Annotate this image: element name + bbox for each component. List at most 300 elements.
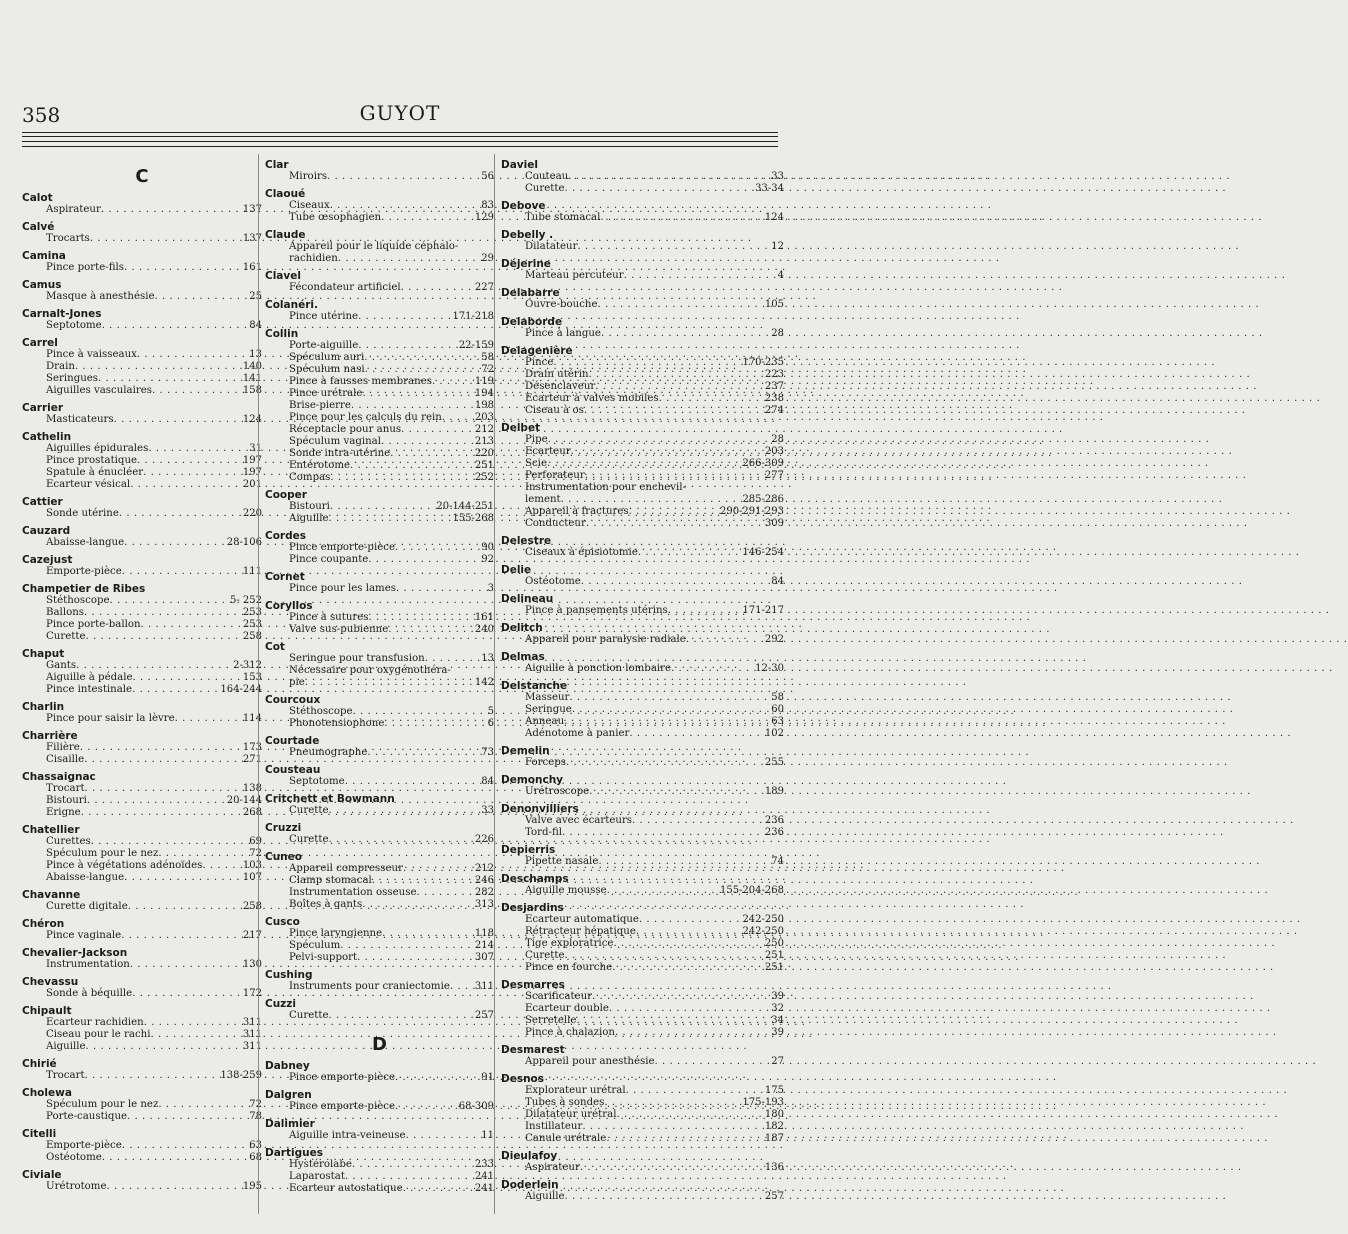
index-entry [265, 1147, 494, 1195]
dot-leader [364, 352, 479, 364]
instrument-name: Bistouri [46, 795, 87, 806]
index-entry [22, 279, 262, 303]
page-reference: 33-34 [755, 183, 784, 194]
dot-leader [132, 988, 241, 1000]
dot-leader [395, 1072, 479, 1084]
page-reference: 13 [249, 349, 262, 360]
index-item [501, 470, 784, 482]
index-item [265, 501, 494, 513]
inventor-name: Claoué [265, 188, 306, 200]
dot-leader [403, 1183, 473, 1195]
dot-leader [144, 1017, 241, 1029]
page-reference: 197 [242, 455, 262, 466]
dot-leader [358, 340, 457, 352]
dot-leader [328, 834, 472, 846]
index-entry [501, 422, 784, 530]
dot-leader [85, 783, 241, 795]
inventor-name: Critchett et Bowmann [265, 793, 395, 805]
dot-leader [629, 728, 763, 740]
instrument-name: Pince [525, 357, 554, 368]
dot-leader [340, 940, 473, 952]
page-reference: 72 [481, 364, 494, 375]
index-item [501, 663, 784, 675]
index-entry [501, 745, 784, 769]
inventor-name: Chevassu [22, 976, 79, 988]
instrument-name: Septotome [46, 320, 102, 331]
dot-leader [401, 282, 473, 294]
dot-leader [395, 1101, 457, 1113]
index-item [22, 1070, 262, 1082]
instrument-name: Masseur [525, 692, 570, 703]
dot-leader [561, 494, 741, 506]
index-entry [501, 535, 784, 559]
index-item [22, 988, 262, 1000]
index-item [265, 747, 494, 759]
page-reference: 155-204-268 [719, 885, 784, 896]
inventor-name: Debove [501, 200, 546, 212]
dot-leader [328, 1010, 472, 1022]
index-item [265, 352, 494, 364]
page-reference: 138 [242, 783, 262, 794]
dot-leader [401, 424, 473, 436]
page-reference: 175 [764, 1085, 784, 1096]
inventor-name: Carrier [22, 402, 64, 414]
index-item [265, 1072, 494, 1084]
instrument-name: Ecarteur rachidien [46, 1017, 144, 1028]
index-item [22, 1111, 262, 1123]
page-reference: 140 [242, 361, 262, 372]
index-column-1 [22, 154, 262, 1214]
index-item [265, 718, 494, 730]
index-item [265, 542, 494, 554]
page-reference: 311 [474, 981, 494, 992]
index-item [501, 634, 784, 646]
index-item [501, 991, 784, 1003]
dot-leader [601, 328, 769, 340]
instrument-name: Hystérolabe [289, 1159, 352, 1170]
page-reference: 194 [474, 388, 494, 399]
index-item [501, 1003, 784, 1015]
header-rule [22, 136, 778, 137]
inventor-name: Chevalier-Jackson [22, 947, 128, 959]
dot-leader [636, 926, 741, 938]
index-entry [265, 916, 494, 964]
index-entry [22, 918, 262, 942]
page-reference: 292 [764, 634, 784, 645]
page-reference: 58 [481, 352, 494, 363]
instrument-name: Ecarteur double [525, 1003, 609, 1014]
index-entry [22, 496, 262, 520]
index-column-3 [494, 154, 784, 1214]
header-rule [22, 146, 778, 147]
index-entry [265, 571, 494, 595]
index-item [501, 458, 784, 470]
instrument-name: Aiguille intra-veineuse [289, 1130, 406, 1141]
index-entry [265, 822, 494, 846]
page-reference: 220 [242, 508, 262, 519]
inventor-name: Claude [265, 229, 306, 241]
dot-leader [85, 1070, 219, 1082]
instrument-name: Réceptacle pour anus [289, 424, 402, 435]
index-item [501, 434, 784, 446]
dot-leader [130, 959, 241, 971]
inventor-name: Cousteau [265, 764, 321, 776]
page-reference: 3 [487, 583, 494, 594]
index-entry [501, 287, 784, 311]
inventor-name: Civiale [22, 1169, 62, 1181]
index-item [22, 291, 262, 303]
index-entry [22, 583, 262, 643]
index-item [501, 328, 784, 340]
page-reference: 172 [242, 988, 262, 999]
instrument-name: Aiguille à pédale [46, 672, 133, 683]
index-entry [501, 229, 784, 253]
instrument-name: Clamp stomacal [289, 875, 372, 886]
inventor-name: Cuneo [265, 851, 302, 863]
instrument-name: Laparostat [289, 1171, 345, 1182]
page-reference: 138-259 [220, 1070, 262, 1081]
dot-leader [613, 938, 762, 950]
page-reference: 203 [474, 412, 494, 423]
dot-leader [362, 899, 473, 911]
instrument-name: Curette [525, 183, 565, 194]
instrument-name: Urétroscope [525, 786, 590, 797]
instrument-name: Spatule à énucléer [46, 467, 144, 478]
instrument-name: Instruments pour craniectomie [289, 981, 450, 992]
inventor-name: Carrel [22, 337, 58, 349]
index-entry [22, 889, 262, 913]
page-reference: 155-268 [452, 513, 494, 524]
dot-leader [328, 805, 479, 817]
index-item [501, 518, 784, 530]
index-item [265, 412, 494, 424]
dot-leader [107, 1181, 241, 1193]
page-reference: 118 [474, 928, 494, 939]
dot-leader [432, 376, 473, 388]
index-item [22, 901, 262, 913]
index-item [22, 508, 262, 520]
index-item [22, 872, 262, 884]
page-reference: 253 [242, 607, 262, 618]
inventor-name: Delagenière [501, 345, 573, 357]
page-reference: 119 [474, 376, 494, 387]
dot-leader [102, 1152, 248, 1164]
index-item [501, 393, 784, 405]
instrument-name: Pince en fourche [525, 962, 613, 973]
page-reference: 29 [481, 253, 494, 264]
instrument-name: Ecarteur [525, 446, 571, 457]
index-item [501, 692, 784, 704]
instrument-name: Pince pour les calculs du rein [289, 412, 442, 423]
instrument-name: Trocarts [46, 233, 90, 244]
instrument-name: Masticateurs [46, 414, 114, 425]
inventor-name: Calvé [22, 221, 55, 233]
instrument-name: Curette [525, 950, 565, 961]
dot-leader [345, 1171, 473, 1183]
instrument-name: Pince laryngienne [289, 928, 383, 939]
dot-leader [582, 1121, 763, 1133]
index-item [501, 1109, 784, 1121]
instrument-name: Instrumentation osseuse [289, 887, 417, 898]
dot-leader [639, 914, 740, 926]
inventor-name: Delestre [501, 535, 552, 547]
inventor-name: Deschamps [501, 873, 569, 885]
dot-leader [604, 1097, 740, 1109]
dot-leader [81, 807, 241, 819]
page-reference: 20-144-251 [436, 501, 494, 512]
page-reference: 258 [242, 631, 262, 642]
index-item [265, 400, 494, 412]
index-entry [22, 308, 262, 332]
index-entry [22, 554, 262, 578]
page-reference: 31 [249, 443, 262, 454]
dot-leader [132, 684, 218, 696]
page-reference: 241 [474, 1183, 494, 1194]
dot-leader [102, 320, 248, 332]
page-reference: 237 [764, 381, 784, 392]
page-reference: 203 [764, 446, 784, 457]
inventor-name: Daviel [501, 159, 538, 171]
index-item [22, 631, 262, 643]
instrument-name: Anneau [525, 716, 565, 727]
dot-leader [396, 583, 486, 595]
index-entry [22, 525, 262, 549]
instrument-name: Forceps [525, 757, 566, 768]
page-reference: 84 [249, 320, 262, 331]
instrument-name: Pince porte-ballon [46, 619, 141, 630]
inventor-name: Chatellier [22, 824, 80, 836]
instrument-name: Pelvi-support [289, 952, 358, 963]
dot-leader [598, 299, 763, 311]
inventor-name: Calot [22, 192, 53, 204]
inventor-name: Cot [265, 641, 285, 653]
inventor-name: Citelli [22, 1128, 57, 1140]
dot-leader [571, 446, 763, 458]
instrument-name: Scarificateur [525, 991, 593, 1002]
page-reference: 2-312 [233, 660, 262, 671]
index-item [22, 1181, 262, 1193]
page-reference: 236 [764, 827, 784, 838]
inventor-name: Cusco [265, 916, 300, 928]
inventor-name: Delie [501, 564, 532, 576]
index-entry [501, 1150, 784, 1174]
dot-leader [351, 400, 473, 412]
instrument-name: Perforateur [525, 470, 585, 481]
index-item [501, 241, 784, 253]
page-reference: 266-309 [742, 458, 784, 469]
page-reference: 311 [242, 1029, 262, 1040]
page-reference: 274 [764, 405, 784, 416]
inventor-name: Cathelin [22, 431, 72, 443]
page-reference: 212 [474, 863, 494, 874]
dot-leader [122, 1140, 248, 1152]
index-item [265, 282, 494, 294]
index-item [501, 171, 784, 183]
index-item [265, 1130, 494, 1142]
index-item [265, 241, 494, 253]
index-item [265, 424, 494, 436]
page-reference: 240 [474, 624, 494, 635]
instrument-name: Abaisse-langue [46, 537, 125, 548]
page-reference: 69 [249, 836, 262, 847]
instrument-name: lement [525, 494, 561, 505]
instrument-name: Ciseau pour le rachi [46, 1029, 151, 1040]
index-item [501, 827, 784, 839]
page-reference: 111 [242, 566, 262, 577]
page-reference: 311 [242, 1041, 262, 1052]
dot-leader [137, 349, 247, 361]
inventor-name: Dartigues [265, 1147, 323, 1159]
instrument-name: Porte-aiguille [289, 340, 359, 351]
page-reference: 251 [764, 962, 784, 973]
index-item [501, 786, 784, 798]
page-reference: 137 [242, 204, 262, 215]
index-item [265, 653, 494, 665]
instrument-name: Appareil à fractures [525, 506, 629, 517]
instrument-name: Compas [289, 472, 331, 483]
inventor-name: Collin [265, 328, 299, 340]
page-reference: 90 [481, 542, 494, 553]
instrument-name: Tige exploratrice [525, 938, 614, 949]
index-item [265, 863, 494, 875]
instrument-name: Cisaille [46, 754, 85, 765]
dot-leader [585, 470, 763, 482]
instrument-name: Bistouri [289, 501, 330, 512]
inventor-name: Colanéri. [265, 299, 318, 311]
page-reference: 252 [474, 472, 494, 483]
instrument-name: Sonde utérine [46, 508, 119, 519]
inventor-name: Camus [22, 279, 62, 291]
instrument-name: Instrumentation pour enchevil- [525, 482, 686, 493]
index-entry [265, 735, 494, 759]
instrument-name: Pince emporte-pièce [289, 542, 395, 553]
index-item [501, 1027, 784, 1039]
inventor-name: Doderlein [501, 1179, 559, 1191]
index-item [501, 938, 784, 950]
index-item [265, 171, 494, 183]
page-reference: 197 [242, 467, 262, 478]
index-entry [265, 851, 494, 911]
page-reference: 72 [249, 848, 262, 859]
page-reference: 242-250 [742, 914, 784, 925]
index-item [501, 1121, 784, 1133]
inventor-name: Depierris [501, 844, 556, 856]
page-reference: 4 [777, 270, 784, 281]
dot-leader [390, 448, 473, 460]
index-item [22, 262, 262, 274]
dot-leader [85, 631, 240, 643]
index-item [22, 684, 262, 696]
instrument-name: Sonde à béquille [46, 988, 133, 999]
index-entry [22, 221, 262, 245]
index-entry [22, 1087, 262, 1123]
instrument-name: Aiguille à ponction lombaire [525, 663, 672, 674]
page-reference: 217 [242, 930, 262, 941]
running-head: GUYOT [359, 101, 441, 125]
instrument-name: Pince à sutures [289, 612, 369, 623]
index-item [22, 742, 262, 754]
dot-leader [119, 508, 241, 520]
index-item [265, 448, 494, 460]
instrument-name: Gants [46, 660, 77, 671]
page-reference: 233 [474, 1159, 494, 1170]
instrument-name: Valve sus-pubienne [289, 624, 389, 635]
index-entry [501, 902, 784, 974]
dot-leader [110, 595, 228, 607]
instrument-name: Aiguille mousse [525, 885, 607, 896]
instrument-name: Explorateur urétral [525, 1085, 626, 1096]
page-reference: 5 [487, 706, 494, 717]
dot-leader [564, 183, 753, 195]
index-entry [265, 793, 494, 817]
inventor-name: Debelly . [501, 229, 554, 241]
page-reference: 271 [242, 754, 262, 765]
index-item [22, 443, 262, 455]
index-entry [501, 316, 784, 340]
page-reference: 28-106 [226, 537, 262, 548]
inventor-name: Delaborde [501, 316, 563, 328]
page-reference: 33 [771, 171, 784, 182]
page-reference: 201 [242, 479, 262, 490]
instrument-name: Conducteur [525, 518, 586, 529]
instrument-name: Pipette nasale [525, 856, 599, 867]
index-item [265, 212, 494, 224]
index-entry [22, 192, 262, 216]
index-item [265, 1171, 494, 1183]
inventor-name: Cushing [265, 969, 313, 981]
index-item [22, 860, 262, 872]
page-reference: 257 [764, 1191, 784, 1202]
instrument-name: Spéculum nasi [289, 364, 365, 375]
index-entry [265, 969, 494, 993]
page-reference: 84 [771, 576, 784, 587]
instrument-name: Pneumographe [289, 747, 368, 758]
instrument-name: Instillateur [525, 1121, 583, 1132]
index-item [22, 320, 262, 332]
dot-leader [128, 901, 241, 913]
index-item [22, 204, 262, 216]
dot-leader [148, 443, 247, 455]
page-reference: 12-30 [755, 663, 784, 674]
inventor-name: Delbet [501, 422, 541, 434]
index-item [501, 299, 784, 311]
dot-leader [305, 677, 473, 689]
index-item [501, 446, 784, 458]
inventor-name: Chavanne [22, 889, 81, 901]
page-reference: 255 [764, 757, 784, 768]
index-entry [501, 803, 784, 839]
index-entry [501, 979, 784, 1039]
index-item [265, 554, 494, 566]
index-item [22, 1099, 262, 1111]
index-item [265, 1101, 494, 1113]
index-item [501, 405, 784, 417]
index-entry [501, 873, 784, 897]
page-reference: 68 [249, 1152, 262, 1163]
page-reference: 253 [242, 619, 262, 630]
dot-leader [600, 212, 763, 224]
index-item [501, 757, 784, 769]
dot-leader [369, 612, 473, 624]
inventor-name: Desmarest [501, 1044, 565, 1056]
index-item [501, 950, 784, 962]
index-item [22, 414, 262, 426]
dot-leader [638, 547, 741, 559]
page-reference: 84 [481, 776, 494, 787]
index-item [501, 1191, 784, 1203]
instrument-name: Stéthoscope [46, 595, 110, 606]
index-entry [265, 328, 494, 484]
